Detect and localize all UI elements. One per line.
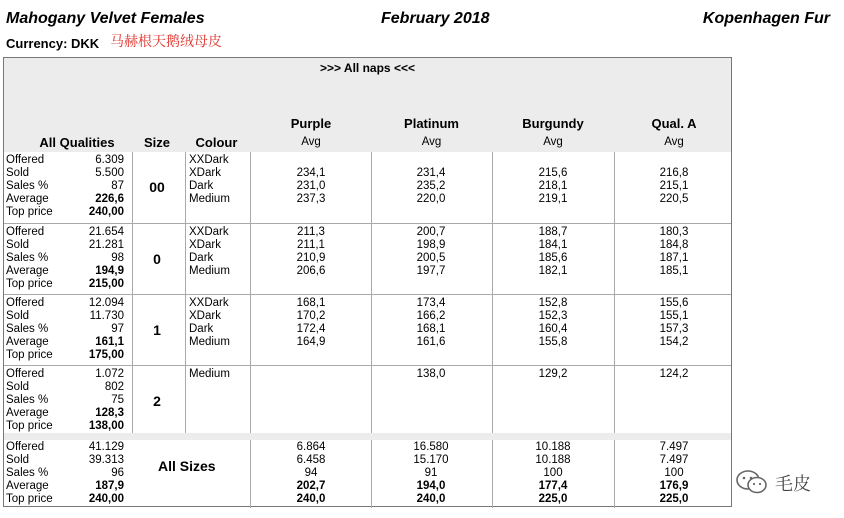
total-value: 225,0 [659,493,689,505]
size-label: 1 [153,322,161,338]
avg-value: 184,8 [659,239,689,251]
grid-hline [4,223,731,224]
avg-value: 211,3 [297,226,325,238]
stat-value: 87 [111,180,124,192]
stat-label: Offered [6,368,45,380]
grid-vline [614,152,615,433]
wechat-watermark [735,468,841,498]
avg-value: 164,9 [296,336,326,348]
avg-value: 220,0 [416,193,446,205]
size-label: 2 [153,393,161,409]
total-stat-label: Sold [6,454,30,466]
colour-label: XDark [189,310,221,322]
avg-value: 124,2 [659,368,689,380]
avg-value: 168,1 [296,297,326,309]
stat-value: 75 [111,394,124,406]
avg-value: 155,6 [659,297,689,309]
avg-value: 198,9 [416,239,446,251]
grid-vline [250,152,251,433]
grid-hline [4,294,731,295]
avg-value: 187,1 [659,252,689,264]
stat-value: 175,00 [88,349,124,361]
stat-value: 240,00 [88,206,124,218]
total-stat-value: 240,00 [88,493,124,505]
colour-label: XXDark [189,226,229,238]
avg-value: 155,8 [538,336,568,348]
stat-value: 98 [111,252,124,264]
stat-label: Average [6,407,49,419]
avg-value: 182,1 [538,265,568,277]
total-value: 194,0 [416,480,446,492]
total-value: 7.497 [659,454,689,466]
grid-vline [492,152,493,433]
avg-value: 170,2 [296,310,326,322]
total-stat-label: Top price [6,493,53,505]
report-date: February 2018 [381,10,490,27]
avg-value: 234,1 [296,167,326,179]
avg-value: 219,1 [538,193,568,205]
stat-label: Sold [6,310,30,322]
col-all-qualities: All Qualities [39,135,115,150]
colour-label: Dark [189,252,214,264]
watermark-text: 毛皮 [775,474,811,495]
avg-value: 138,0 [416,368,446,380]
avg-value: 157,3 [659,323,689,335]
stat-label: Sold [6,239,30,251]
avg-value: 172,4 [296,323,326,335]
stat-value: 1.072 [95,368,124,380]
stat-value: 21.654 [88,226,124,238]
stat-label: Top price [6,278,53,290]
avg-value: 155,1 [659,310,689,322]
avg-value: 160,4 [538,323,568,335]
colour-label: Dark [189,180,214,192]
stat-label: Sold [6,167,30,179]
stat-value: 5.500 [95,167,124,179]
total-value: 225,0 [538,493,568,505]
colour-label: Medium [189,336,230,348]
stat-label: Sales % [6,180,49,192]
col-qual-a: Qual. A [651,116,697,131]
size-label: 00 [149,179,165,195]
grid-vline [492,440,493,508]
avg-value: 200,7 [416,226,446,238]
stat-value: 128,3 [95,407,124,419]
total-value: 177,4 [538,480,568,492]
avg-value: 184,1 [538,239,568,251]
wechat-icon [735,468,769,496]
stat-value: 161,1 [95,336,124,348]
total-value: 10.188 [535,454,571,466]
avg-value: 218,1 [538,180,568,192]
total-value: 7.497 [659,441,689,453]
avg-value: 211,1 [297,239,325,251]
stat-value: 11.730 [89,310,124,322]
total-stat-label: Sales % [6,467,49,479]
stat-value: 21.281 [88,239,124,251]
stat-label: Average [6,336,49,348]
grid-vline [614,440,615,508]
total-value: 100 [543,467,563,479]
total-value: 240,0 [296,493,326,505]
total-stat-value: 187,9 [95,480,124,492]
grid-vline [371,440,372,508]
col-purple: Purple [290,116,332,131]
avg-value: 129,2 [538,368,568,380]
total-value: 240,0 [416,493,446,505]
avg-value: 200,5 [416,252,446,264]
stat-value: 12.094 [88,297,124,309]
col-platinum: Platinum [404,116,459,131]
stat-label: Sales % [6,394,49,406]
avg-label: Avg [664,136,684,148]
size-label: 0 [153,251,161,267]
all-sizes-label: All Sizes [158,458,216,474]
grid-vline [250,440,251,508]
stat-label: Top price [6,420,53,432]
avg-value: 235,2 [416,180,446,192]
total-value: 91 [424,467,438,479]
stat-label: Sales % [6,323,49,335]
total-value: 100 [664,467,684,479]
colour-label: Dark [189,323,214,335]
avg-value: 237,3 [296,193,326,205]
avg-value: 231,0 [296,180,326,192]
stat-value: 802 [104,381,124,393]
grid-vline [371,152,372,433]
stat-value: 6.309 [95,154,124,166]
avg-value: 231,4 [416,167,446,179]
stat-label: Offered [6,297,45,309]
price-table [3,57,732,507]
avg-value: 180,3 [659,226,689,238]
stat-value: 215,00 [88,278,124,290]
colour-label: Medium [189,265,230,277]
colour-label: Medium [189,368,230,380]
auction-house: Kopenhagen Fur [702,10,830,27]
avg-label: Avg [421,136,442,148]
stat-label: Top price [6,206,53,218]
colour-label: XXDark [189,297,229,309]
avg-value: 152,3 [538,310,568,322]
colour-label: XDark [189,239,221,251]
avg-value: 188,7 [538,226,568,238]
stat-value: 97 [111,323,124,335]
stat-label: Average [6,193,49,205]
total-value: 176,9 [659,480,689,492]
stat-label: Offered [6,226,45,238]
avg-value: 220,5 [659,193,689,205]
stat-value: 138,00 [88,420,124,432]
avg-value: 215,1 [659,180,689,192]
total-value: 15.170 [413,454,449,466]
avg-value: 206,6 [296,265,326,277]
total-value: 94 [304,467,318,479]
stat-label: Top price [6,349,53,361]
colour-label: XDark [189,167,221,179]
total-stat-value: 39.313 [88,454,124,466]
avg-value: 185,1 [659,265,689,277]
grid-vline [185,152,186,433]
colour-label: Medium [189,193,230,205]
stat-value: 194,9 [95,265,124,277]
stat-value: 226,6 [95,193,124,205]
avg-value: 166,2 [416,310,446,322]
avg-value: 168,1 [416,323,446,335]
stat-label: Average [6,265,49,277]
totals-separator [4,433,731,440]
col-size: Size [143,135,170,150]
chinese-annotation: 马赫根天鹅绒母皮 [110,34,222,50]
avg-value: 173,4 [416,297,446,309]
stat-label: Offered [6,154,45,166]
avg-value: 152,8 [538,297,568,309]
grid-hline [4,365,731,366]
total-stat-value: 41.129 [88,441,124,453]
avg-value: 154,2 [659,336,689,348]
avg-label: Avg [301,136,321,148]
avg-label: Avg [543,136,563,148]
stat-label: Sales % [6,252,49,264]
avg-value: 216,8 [659,167,689,179]
colour-label: XXDark [189,154,229,166]
total-value: 6.458 [296,454,326,466]
report-title: Mahogany Velvet Females [6,10,205,27]
total-stat-label: Offered [6,441,45,453]
total-value: 10.188 [535,441,571,453]
avg-value: 197,7 [416,265,446,277]
total-value: 16.580 [413,441,449,453]
col-burgundy: Burgundy [522,116,584,131]
total-stat-label: Average [6,480,49,492]
total-value: 202,7 [296,480,326,492]
total-value: 6.864 [296,441,326,453]
total-stat-value: 96 [111,467,124,479]
avg-value: 215,6 [538,167,568,179]
currency-label: Currency: DKK [6,36,100,51]
avg-value: 161,6 [416,336,446,348]
all-naps-banner: >>> All naps <<< [320,61,415,75]
col-colour: Colour [195,135,238,150]
avg-value: 210,9 [296,252,326,264]
stat-label: Sold [6,381,30,393]
avg-value: 185,6 [538,252,568,264]
